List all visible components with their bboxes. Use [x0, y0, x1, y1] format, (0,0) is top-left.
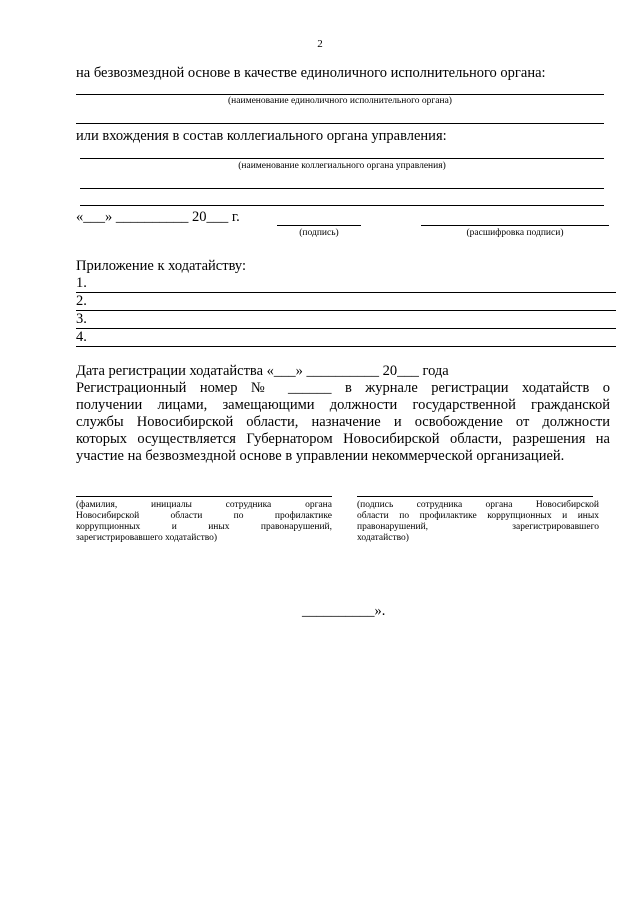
registrar-name-line — [76, 496, 332, 497]
registrar-signature-caption-4: ходатайство) — [357, 533, 409, 543]
registration-date: Дата регистрации ходатайства «___» __________ 20___ года — [76, 363, 449, 379]
registrar-name-caption-3: коррупционных и иных правонарушений, — [76, 522, 332, 532]
attachment-item: 3. — [76, 311, 616, 329]
sole-body-caption: (наименование единоличного исполнительного органа) — [228, 96, 452, 106]
attachment-item: 2. — [76, 293, 616, 311]
registration-text-5: участие на безвозмездной основе в управлении некоммерческой организацией. — [76, 448, 565, 464]
closing-mark: __________». — [302, 603, 386, 619]
decoding-caption: (расшифровка подписи) — [466, 228, 564, 238]
registrar-signature-caption-3: правонарушений, зарегистрировавшего — [357, 522, 599, 532]
registrar-signature-line — [357, 496, 593, 497]
registrar-signature-caption-1: (подпись сотрудника органа Новосибирской — [357, 500, 599, 510]
attachment-item: 4. — [76, 329, 616, 347]
registrar-name-caption-4: зарегистрировавшего ходатайство) — [76, 533, 218, 543]
page-number: 2 — [317, 38, 323, 50]
registrar-name-caption-2: Новосибирской области по профилактике — [76, 511, 332, 521]
sole-body-line — [76, 94, 604, 95]
registration-text-1: Регистрационный номер № ______ в журнале регистрации ходатайств о — [76, 380, 610, 396]
collegial-body-caption: (наименование коллегиального органа управления) — [238, 161, 446, 171]
attachment-title: Приложение к ходатайству: — [76, 258, 247, 274]
signature-caption: (подпись) — [299, 228, 339, 238]
date-line: «___» __________ 20___ г. — [76, 209, 240, 225]
sole-body-line-2 — [76, 123, 604, 124]
collegial-body-line-2 — [80, 188, 604, 189]
registration-text-3: службы Новосибирской области, назначение и освобождение от должности — [76, 414, 610, 430]
registrar-name-caption-1: (фамилия, инициалы сотрудника органа — [76, 500, 332, 510]
signature-line — [277, 225, 361, 226]
decoding-line — [421, 225, 609, 226]
registration-text-4: которых осуществляется Губернатором Новосибирской области, разрешения на — [76, 431, 610, 447]
registration-text-2: получении лицами, замещающими должности государственной гражданской — [76, 397, 610, 413]
sole-body-intro: на безвозмездной основе в качестве единоличного исполнительного органа: — [76, 65, 546, 81]
collegial-body-line — [80, 158, 604, 159]
collegial-body-intro: или вхождения в состав коллегиального органа управления: — [76, 128, 447, 144]
collegial-body-line-3 — [80, 205, 604, 206]
registrar-signature-caption-2: области по профилактике коррупционных и иных — [357, 511, 599, 521]
attachment-item: 1. — [76, 275, 616, 293]
